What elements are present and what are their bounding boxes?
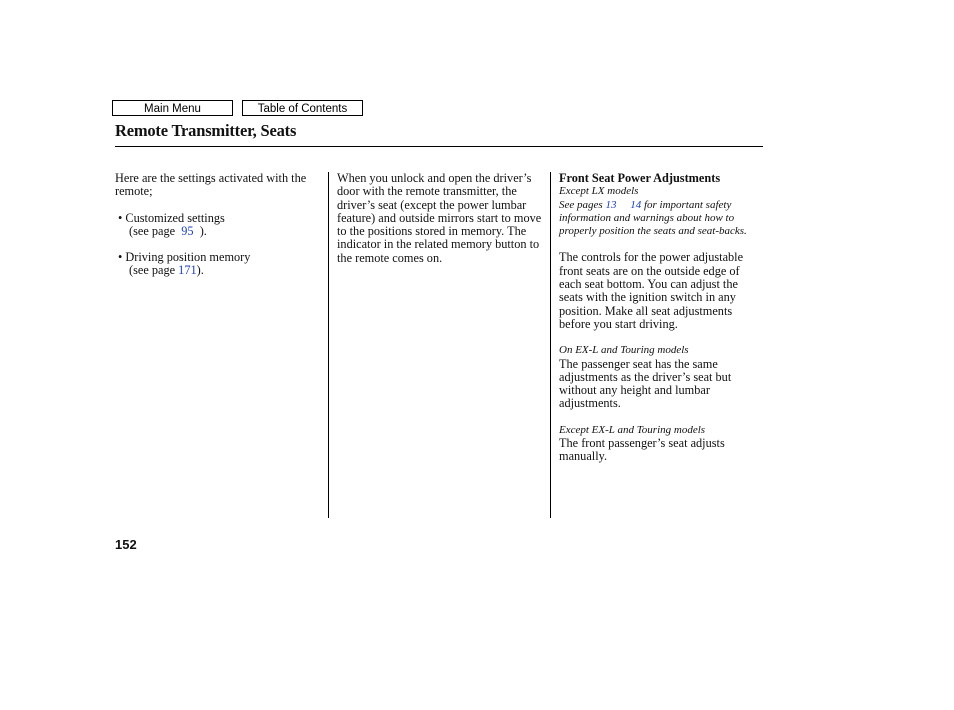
column-left [115, 172, 320, 278]
main-menu-button[interactable]: Main Menu [112, 100, 233, 116]
ref-suffix: ). [196, 263, 204, 278]
see-page-text: (see page [129, 223, 176, 238]
column-divider [550, 172, 551, 518]
bullet-label: Driving position memory [125, 250, 251, 265]
ref-suffix: ). [199, 223, 207, 238]
manual-seat-paragraph: The front passenger’s seat adjusts manually. [559, 436, 725, 464]
bullet-customized-settings-ref [115, 225, 320, 238]
bullet-driving-position-memory-ref [115, 264, 320, 277]
unlock-memory-text: When you unlock and open the driver’s door with the remote transmitter, the driver’s seat (except the power lumbar feature) and outside mirrors start to move to the positions stored in memory. The indicator in the related memory button to the remote comes on. [337, 171, 542, 265]
page-link-95[interactable]: 95 [181, 223, 194, 238]
controls-paragraph: The controls for the power adjustable front seats are on the outside edge of each seat bottom. You can adjust the seats with the ignition switch in any position. Make all seat adjustments before you start driving. [559, 250, 744, 331]
see-pages-text: See pages [559, 198, 603, 211]
bullet-driving-position-memory: • Driving position memory [118, 250, 251, 265]
model-note: Except EX-L and Touring models [559, 423, 706, 436]
page-number: 152 [115, 537, 137, 552]
passenger-seat-paragraph: The passenger seat has the same adjustments as the driver’s seat but without any height and lumbar adjustments. [559, 356, 732, 411]
intro-text: Here are the settings activated with the remote; [115, 171, 307, 199]
title-rule [115, 146, 763, 147]
bullet-customized-settings: • Customized settings [118, 210, 225, 225]
model-note: On EX-L and Touring models [559, 344, 689, 357]
page-link-13[interactable]: 13 [605, 198, 617, 211]
section-heading: Front Seat Power Adjustments [559, 171, 721, 185]
see-page-text: (see page [129, 263, 176, 278]
table-of-contents-button[interactable]: Table of Contents [242, 100, 363, 116]
model-note: Except LX models [559, 185, 639, 198]
bullet-label: Customized settings [125, 210, 225, 225]
page-link-14[interactable]: 14 [630, 198, 642, 211]
column-middle [337, 172, 542, 265]
column-divider [328, 172, 329, 518]
page-title: Remote Transmitter, Seats [115, 121, 297, 140]
safety-reference [559, 199, 764, 239]
safety-reference-text: for important safety information and warnings about how to properly position the seats and seat-backs. [559, 198, 747, 238]
column-right [559, 172, 764, 464]
page-link-171[interactable]: 171 [178, 263, 197, 278]
